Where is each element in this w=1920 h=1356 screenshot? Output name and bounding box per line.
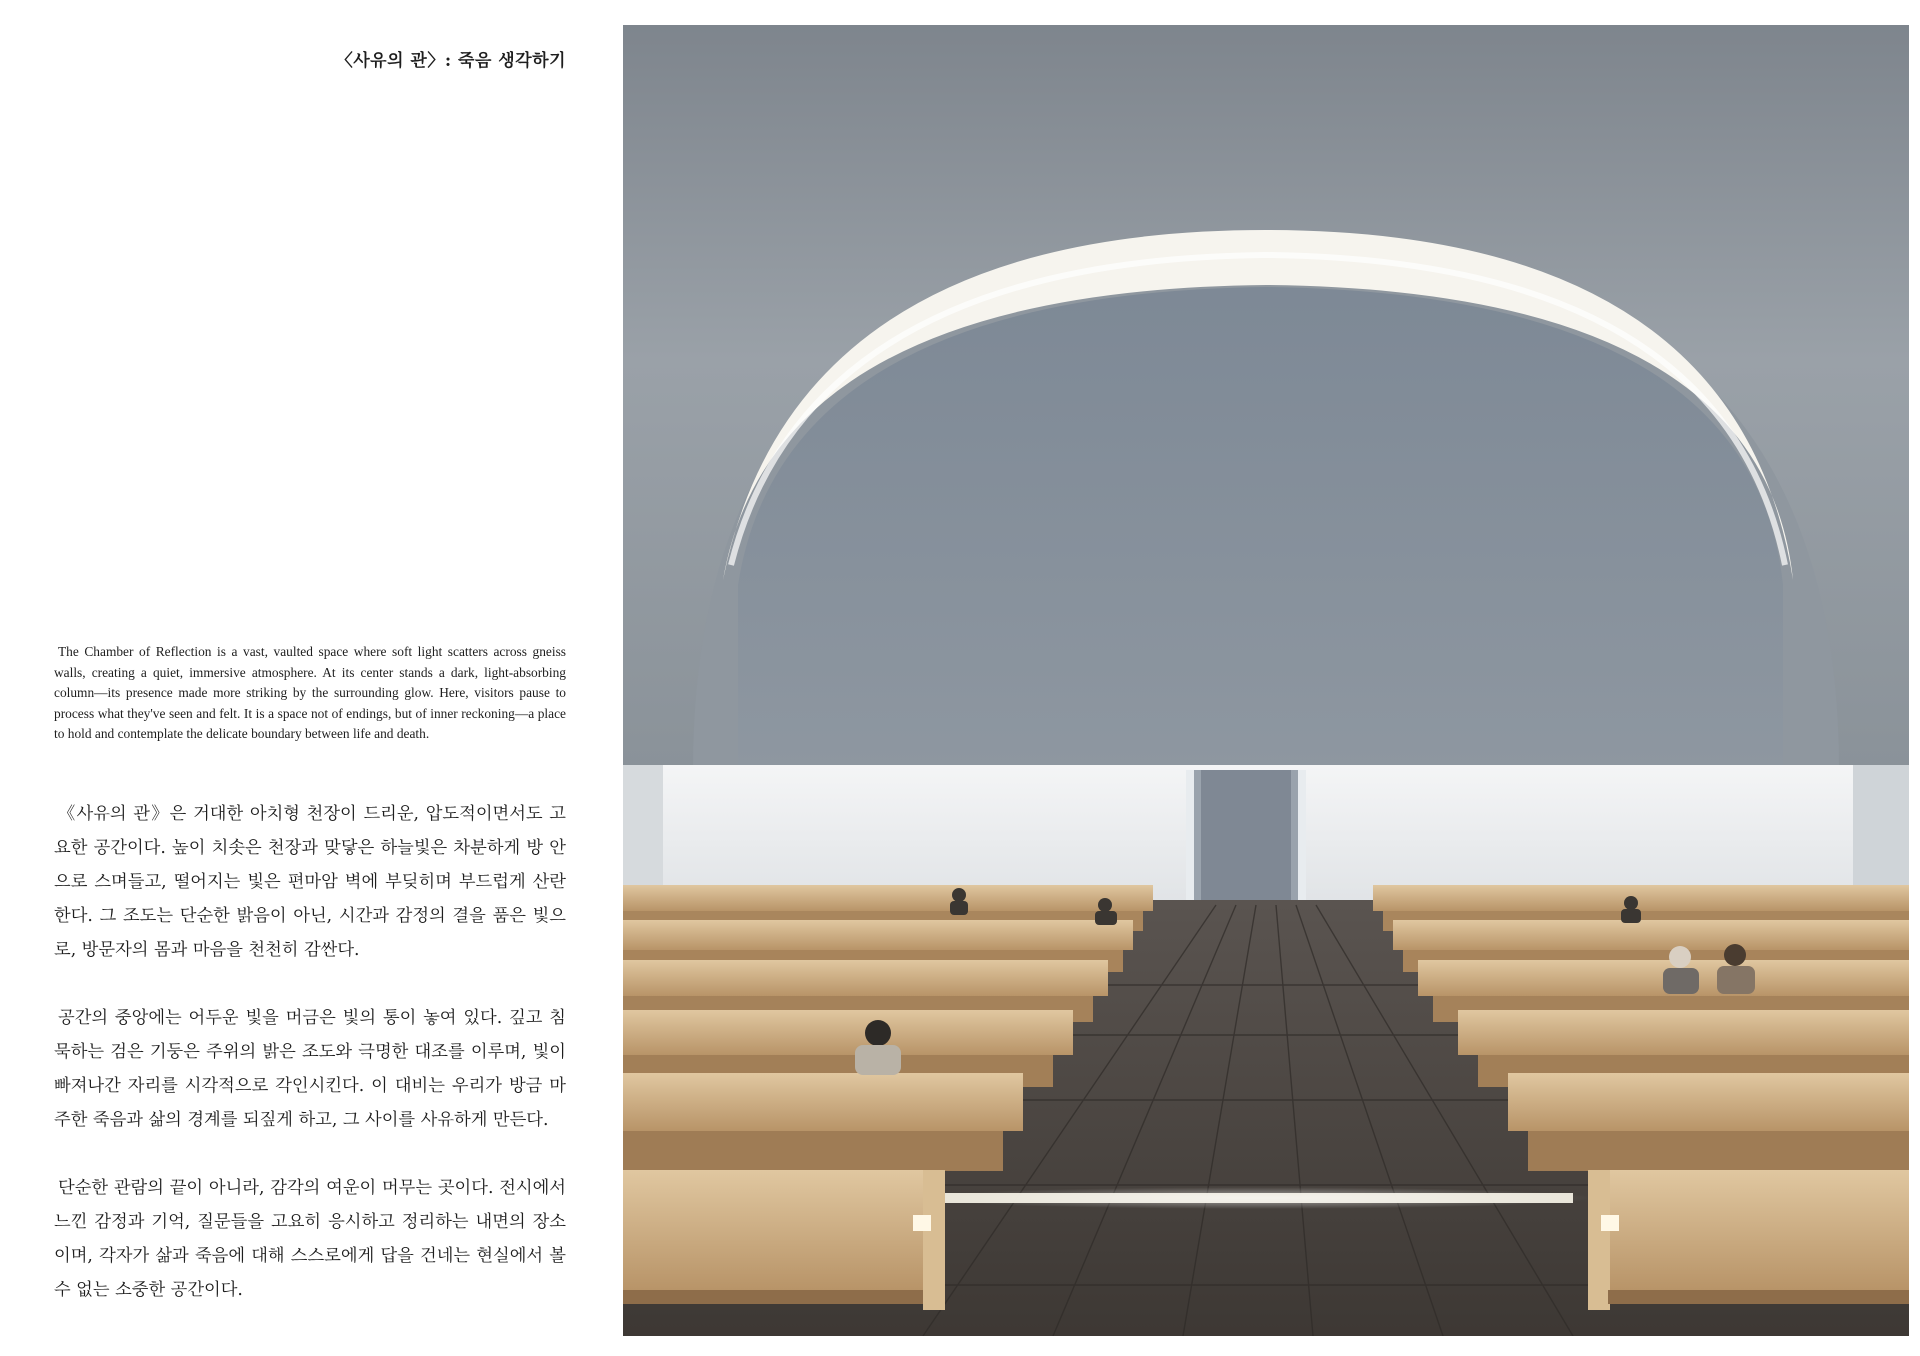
- page-title: 〈사유의 관〉: 죽음 생각하기: [335, 51, 566, 71]
- korean-paragraph-2: 공간의 중앙에는 어두운 빛을 머금은 빛의 통이 놓여 있다. 깊고 침묵하는 검은 기둥은 주위의 밝은 조도와 극명한 대조를 이루며, 빛이 빠져나간 자리를 시각적으로 각인시킨다. 이 대비는 우리가 방금 마주한 죽음과 삶의 경계를 되짚게 하고, 그 사이를 사유하게 만든다.: [54, 1008, 566, 1130]
- english-description: The Chamber of Reflection is a vast, vaulted space where soft light scatters across gneiss walls, creating a quiet, immersive atmosphere. At its center stands a dark, light-absorbing column—its presence made more striking by the surrounding glow. Here, visitors pause to process what they've seen and felt. It is a space not of endings, but of inner reckoning—a place to hold and contemplate the delicate boundary between life and death.: [54, 644, 566, 742]
- korean-paragraph-1: 《사유의 관》은 거대한 아치형 천장이 드리운, 압도적이면서도 고요한 공간이다. 높이 치솟은 천장과 맞닿은 하늘빛은 차분하게 방 안으로 스며들고, 떨어지는 빛은 편마암 벽에 부딪히며 부드럽게 산란한다. 그 조도는 단순한 밝음이 아닌, 시간과 감정의 결을 품은 빛으로, 방문자의 몸과 마음을 천천히 감싼다.: [54, 804, 566, 960]
- chamber-rendering-image: [623, 25, 1909, 1336]
- korean-paragraph-3: 단순한 관람의 끝이 아니라, 감각의 여운이 머무는 곳이다. 전시에서 느낀 감정과 기억, 질문들을 고요히 응시하고 정리하는 내면의 장소이며, 각자가 삶과 죽음에 대해 스스로에게 답을 건네는 현실에서 볼 수 없는 소중한 공간이다.: [54, 1178, 566, 1300]
